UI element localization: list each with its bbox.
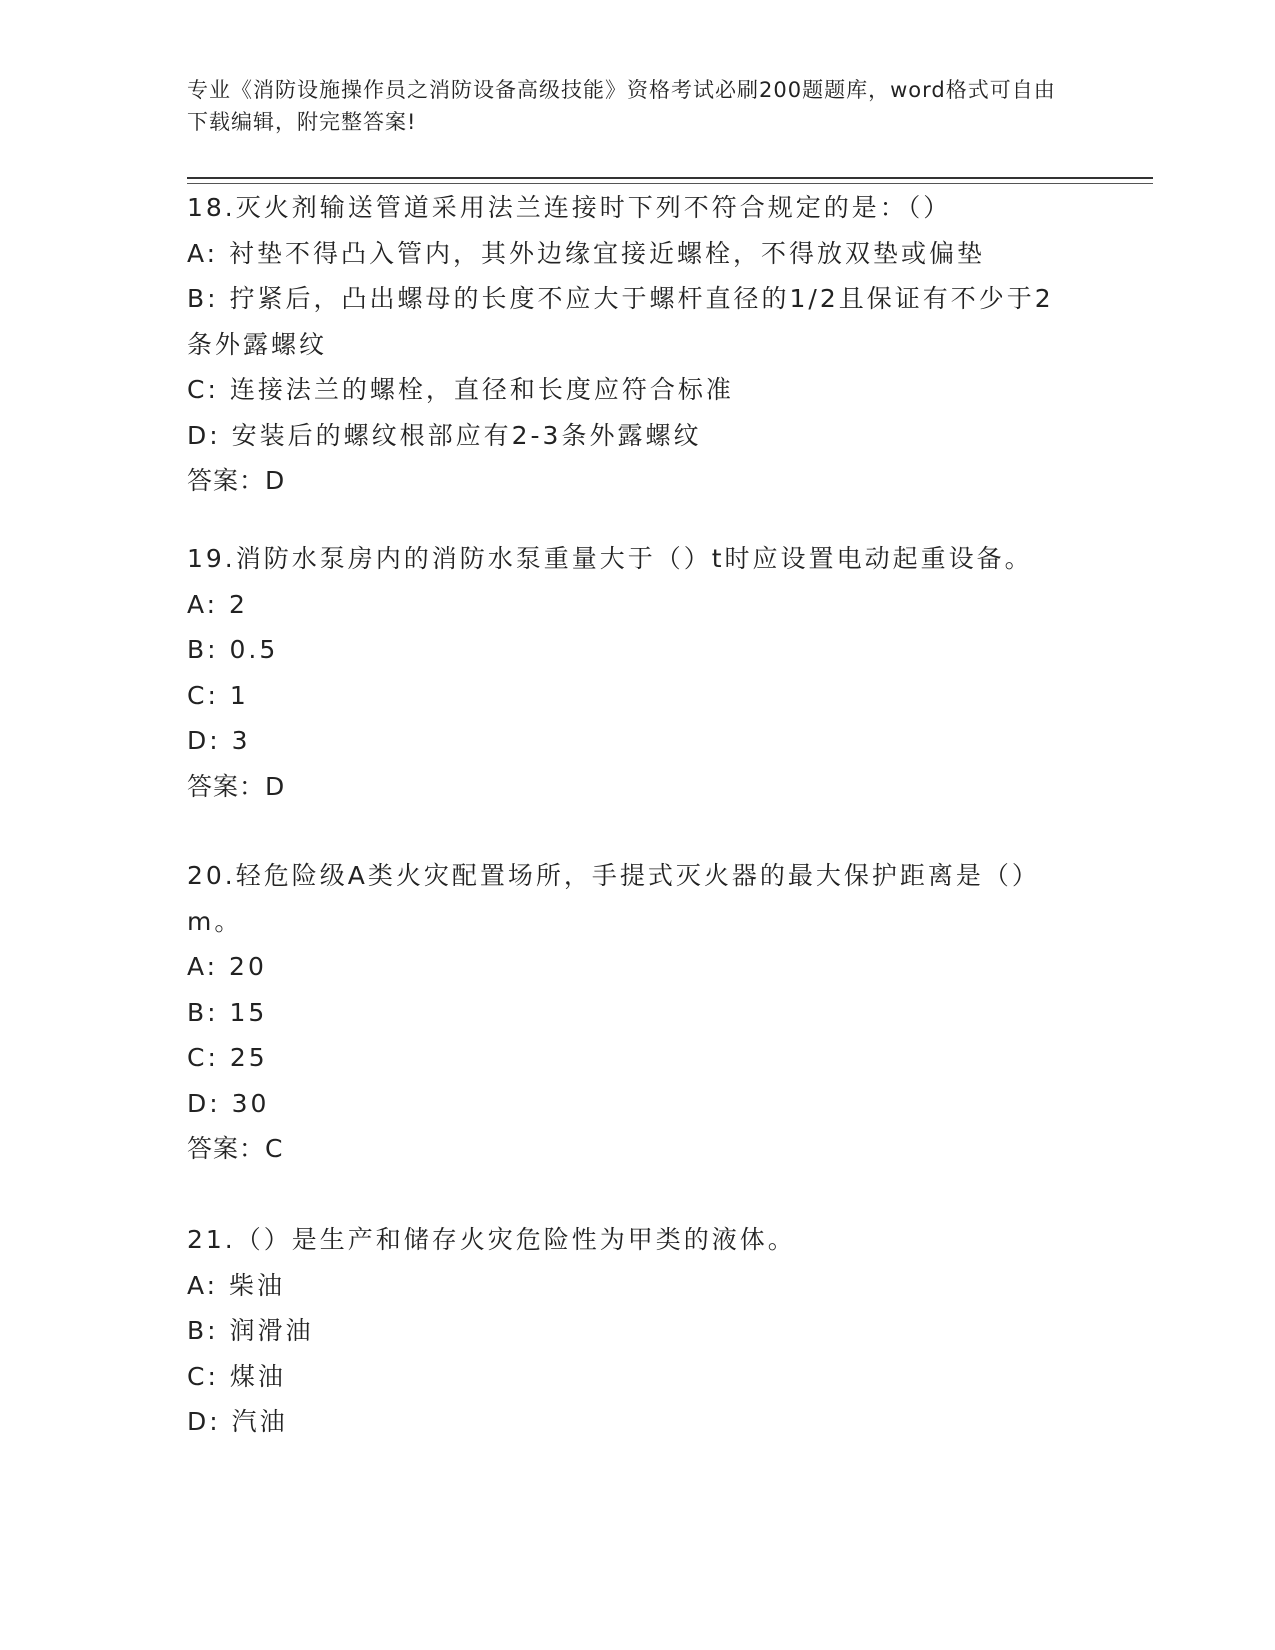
option-b: B: 15	[187, 997, 268, 1027]
question-stem: 18.灭火剂输送管道采用法兰连接时下列不符合规定的是：（）	[187, 193, 952, 222]
option-d: D: 30	[187, 1088, 270, 1118]
option-a: A: 柴油	[187, 1270, 286, 1300]
answer: 答案：C	[187, 1134, 284, 1163]
question-20	[187, 853, 1087, 1172]
option-d: D: 汽油	[187, 1407, 288, 1436]
question-21	[187, 1217, 1087, 1445]
question-stem: 19.消防水泵房内的消防水泵重量大于（）t时应设置电动起重设备。	[187, 544, 1033, 573]
question-stem: 20.轻危险级A类火灾配置场所，手提式灭火器的最大保护距离是（）m。	[187, 861, 1040, 936]
question-18	[187, 185, 1087, 504]
option-a: A: 2	[187, 589, 248, 619]
option-c: C: 煤油	[187, 1361, 286, 1391]
option-b: B: 润滑油	[187, 1316, 314, 1345]
option-d: D: 安装后的螺纹根部应有2-3条外露螺纹	[187, 420, 702, 450]
option-a: A: 衬垫不得凸入管内，其外边缘宜接近螺栓，不得放双垫或偏垫	[187, 238, 986, 268]
header-divider-thin	[187, 183, 1153, 184]
option-c: C: 25	[187, 1043, 268, 1072]
option-a: A: 20	[187, 952, 267, 981]
question-stem: 21.（）是生产和储存火灾危险性为甲类的液体。	[187, 1225, 796, 1254]
answer: 答案：D	[187, 771, 286, 801]
header-divider	[187, 177, 1153, 179]
option-d: D: 3	[187, 726, 251, 755]
answer: 答案：D	[187, 466, 286, 495]
option-c: C: 1	[187, 680, 249, 710]
document-header: 专业《消防设施操作员之消防设备高级技能》资格考试必刷200题题库，word格式可自由下载编辑，附完整答案!	[187, 78, 1056, 134]
question-19	[187, 536, 1087, 809]
option-c: C: 连接法兰的螺栓，直径和长度应符合标准	[187, 375, 734, 404]
option-b: B: 0.5	[187, 635, 279, 664]
option-b: B: 拧紧后，凸出螺母的长度不应大于螺杆直径的1/2且保证有不少于2条外露螺纹	[187, 284, 1054, 359]
